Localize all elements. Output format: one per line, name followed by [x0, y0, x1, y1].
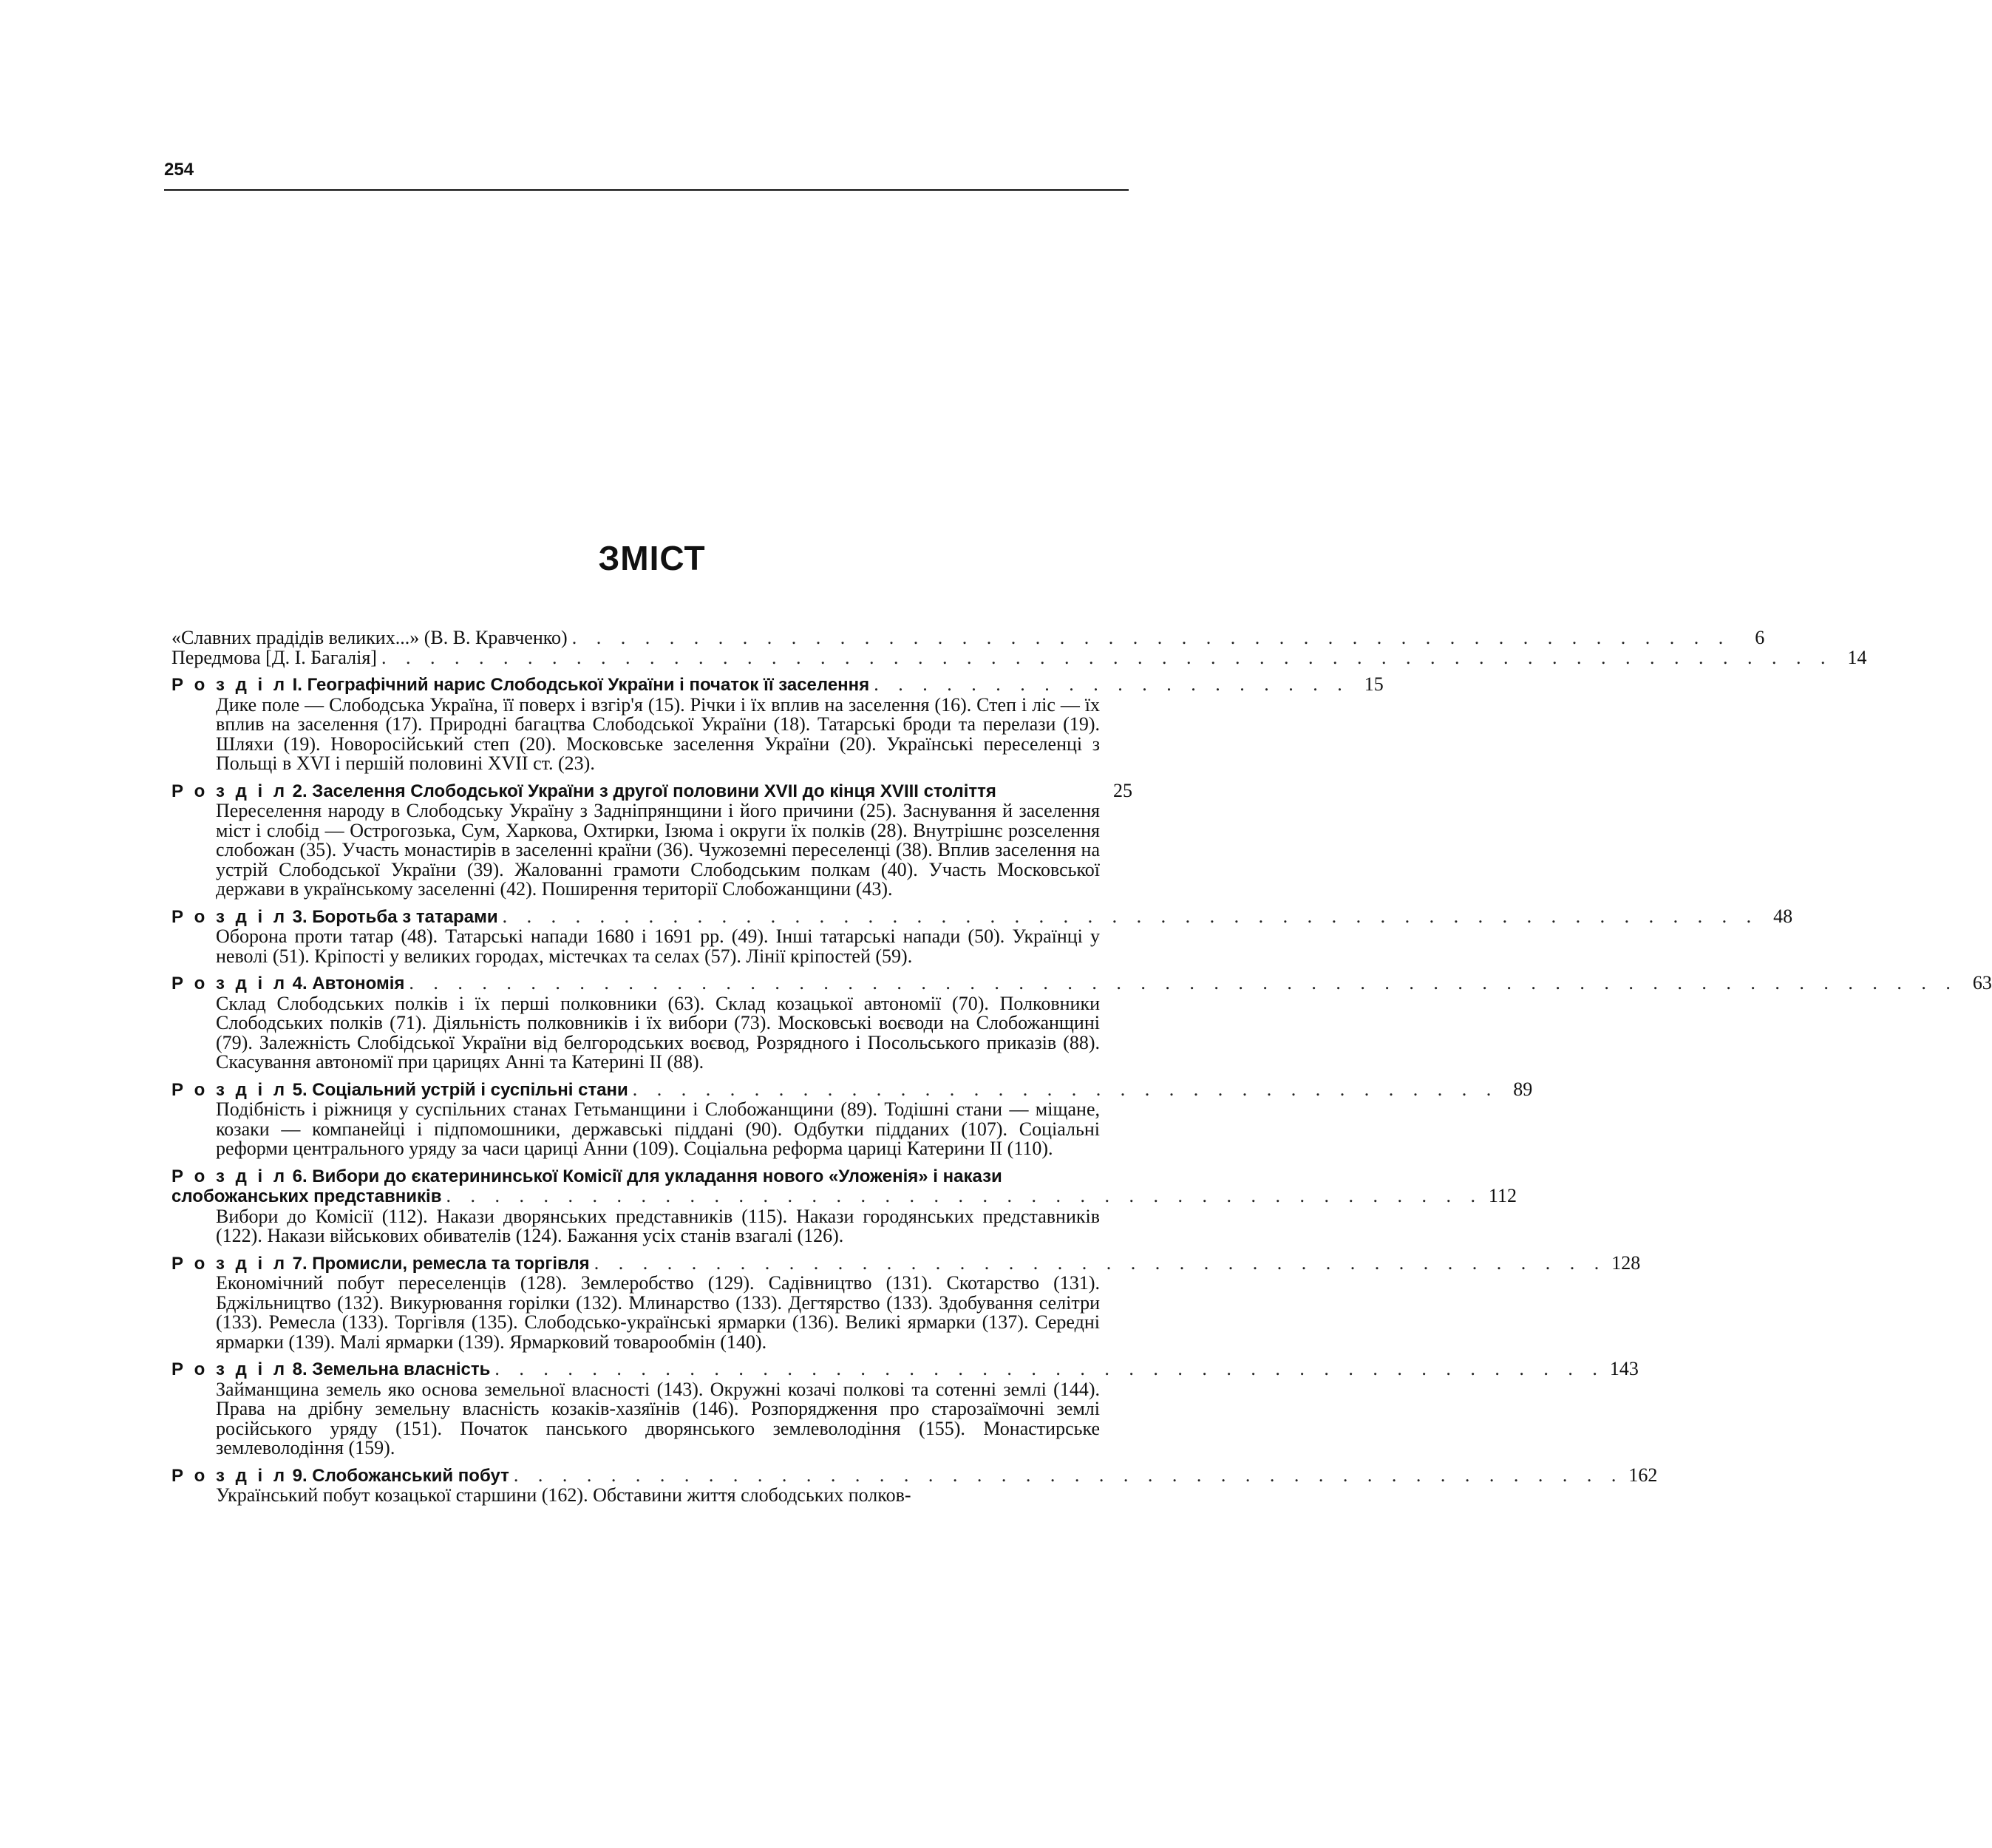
- chapter-title: 3. Боротьба з татарами: [292, 906, 498, 927]
- entry-title: «Славних прадідів великих...» (В. В. Кравченко): [171, 627, 568, 648]
- chapter-label: Р о з д і л: [171, 974, 288, 993]
- toc-intro-entry[interactable]: [171, 646, 1867, 668]
- chapter-title: 8. Земельна власність: [292, 1359, 491, 1379]
- entry-page-number: 162: [1628, 1464, 1658, 1486]
- chapter-subtopics: Економічний побут переселенців (128). Землеробство (129). Садівництво (131). Скотарство (131). Бджільництво (132). Викурювання горілки (132). Млинарство (133). Дегтярство (133). Здобування селітри (133). Ремесла (133). Торгівля (135). Слободсько-українські ярмарки (136). Великі ярмарки (137). Середні ярмарки (139). Малі ярмарки (139). Ярмарковий товарообмін (140).: [216, 1272, 1100, 1353]
- chapter-subtopics: Дике поле — Слободська Україна, її поверх і взгір'я (15). Річки і їх вплив на заселення (16). Степ і ліс — їх вплив на заселення (17). Природні багацтва Слободської України (18). Татарські броди та перелази (19). Шляхи (19). Новоросійський степ (20). Московське заселення України (20). Українські переселенці з Польщі в XVI і першій половині XVII ст. (23).: [216, 693, 1100, 774]
- chapter-title: 5. Соціальний устрій і суспільні стани: [292, 1079, 628, 1100]
- toc-chapter-6[interactable]: [171, 1166, 1517, 1246]
- toc-chapter-1[interactable]: [171, 673, 1384, 774]
- toc-chapter-3[interactable]: [171, 905, 1793, 967]
- entry-page-number: 14: [1847, 646, 1867, 668]
- leader-dots: . . . . . . . . . . . . . . . . . . . . . . . . . . . . . . . . . . . . . . . . . . . . . . . . . . . .: [502, 905, 1759, 927]
- entry-page-number: 89: [1513, 1078, 1533, 1100]
- chapter-title: 2. Заселення Слободської України з другої половини XVII до кінця XVIII століття: [292, 781, 996, 801]
- chapter-label: Р о з д і л: [171, 1465, 288, 1486]
- leader-dots: . . . . . . . . . . . . . . . . . . . . . . . . . . . . . . . . . . . . . . . . . . . . . . . . . . . . . . . . . . . .: [381, 646, 1833, 668]
- toc-chapter-2[interactable]: [171, 781, 1132, 900]
- leader-dots: . . . . . . . . . . . . . . . . . . . . . . . . . . . . . . . . . . . .: [632, 1078, 1499, 1100]
- leader-dots: . . . . . . . . . . . . . . . . . . . . . . . . . . . . . . . . . . . . . . . . . . .: [446, 1185, 1483, 1206]
- chapter-title-continued: слобожанських представників: [171, 1186, 442, 1206]
- chapter-label: Р о з д і л: [171, 906, 288, 927]
- chapter-label: Р о з д і л: [171, 1166, 288, 1186]
- toc-intro-entry[interactable]: [171, 627, 1765, 648]
- leader-dots: . . . . . . . . . . . . . . . . . . . . . . . . . . . . . . . . . . . . . . . . . .: [594, 1251, 1607, 1274]
- page-title: ЗМІСТ: [598, 539, 706, 577]
- entry-page-number: 48: [1773, 905, 1793, 927]
- toc-chapter-9[interactable]: [171, 1464, 1658, 1506]
- leader-dots: . . . . . . . . . . . . . . . . . . . . . . . . . . . . . . . . . . . . . . . . . . . . . .: [494, 1358, 1605, 1379]
- entry-page-number: 128: [1611, 1251, 1641, 1274]
- chapter-subtopics: Оборона проти татар (48). Татарські напади 1680 і 1691 рр. (49). Інші татарські напади (50). Українці у неволі (51). Кріпості у великих городах, містечках та селах (57). Лінії кріпостей (59).: [216, 925, 1100, 967]
- toc-chapter-8[interactable]: [171, 1358, 1639, 1458]
- chapter-label: Р о з д і л: [171, 1253, 288, 1274]
- chapter-label: Р о з д і л: [171, 675, 288, 695]
- chapter-subtopics: Займанщина земель яко основа земельної власності (143). Окружні козачі полкові та сотенні землі (144). Права на дрібну земельну власність козаків-хазяїнів (146). Розпорядження про старозаїмочні землі російського уряду (151). Початок панського дворянського землеволодіння (155). Монастирське землеволодіння (159).: [216, 1378, 1100, 1458]
- leader-dots: . . . . . . . . . . . . . . . . . . . . . . . . . . . . . . . . . . . . . . . . . . . . . . . .: [571, 627, 1731, 648]
- chapter-title: 7. Промисли, ремесла та торгівля: [292, 1253, 590, 1274]
- chapter-subtopics: Вибори до Комісії (112). Накази дворянських представників (115). Накази городянських представників (122). Накази військових обивателів (124). Бажання усіх станів взагалі (126).: [216, 1205, 1100, 1246]
- chapter-title: 6. Вибори до єкатерининської Комісії для укладання нового «Уложенія» і накази: [292, 1166, 1002, 1186]
- leader-dots: . . . . . . . . . . . . . . . . . . . . . . . . . . . . . . . . . . . . . . . . . . . . . .: [513, 1464, 1624, 1486]
- entry-page-number: 143: [1609, 1358, 1639, 1379]
- chapter-title: 9. Слобожанський побут: [292, 1465, 509, 1486]
- chapter-subtopics: Склад Слободських полків і їх перші полковники (63). Склад козацької автономії (70). Полковники Слободських полків (71). Діяльність полковників і їх вибори (73). Московські воєводи на Слобожанщині (79). Залежність Слобідської України від белгородських воєвод, Розрядного і Посольського приказів (88). Скасування автономії при царицях Анні та Катерині II (88).: [216, 992, 1100, 1073]
- toc-chapter-7[interactable]: [171, 1251, 1641, 1353]
- chapter-subtopics: Подібність і ріжниця у суспільних станах Гетьманщини і Слобожанщини (89). Тодішні стани — міщане, козаки — компанейці і підпомошники, державські піддані (90). Одбутки підданих (107). Соціальні реформи центрального уряду за часи цариці Анни (109). Соціальна реформа цариці Катерини II (110).: [216, 1098, 1100, 1159]
- chapter-subtopics: Український побут козацької старшини (162). Обставини життя слободських полков-: [216, 1484, 911, 1506]
- chapter-title: І. Географічний нарис Слободської України і початок її заселення: [292, 675, 870, 695]
- page-number: 254: [164, 160, 194, 180]
- chapter-subtopics: Переселення народу в Слободську Україну з Задніпрянщини і його причини (25). Заснування й заселення міст і слобід — Острогозька, Сум, Харкова, Охтирки, Ізюма і округи їх полків (28). Внутрішнє розселення слобожан (35). Участь монастирів в заселенні країни (36). Чужоземні переселенці (38). Вплив заселення на устрій Слободської України (39). Жалованні грамоти Слободським полкам (40). Участь Московської держави в українському заселенні (42). Поширення території Слобожанщини (43).: [216, 800, 1100, 900]
- entry-page-number: 6: [1755, 627, 1765, 648]
- toc-chapter-4[interactable]: [171, 972, 1992, 1073]
- page-header: [164, 157, 1129, 191]
- entry-page-number: 25: [1113, 779, 1132, 801]
- entry-page-number: 15: [1364, 673, 1384, 695]
- entry-page-number: 112: [1488, 1185, 1517, 1206]
- leader-dots: . . . . . . . . . . . . . . . . . . . . . . . . . . . . . . . . . . . . . . . . . . . . . . . . . . . . . . . . . . . . . . . .: [409, 972, 1958, 993]
- leader-dots: . . . . . . . . . . . . . . . . . . . .: [874, 673, 1350, 695]
- toc-chapter-5[interactable]: [171, 1078, 1533, 1159]
- entry-title: Передмова [Д. І. Багалія]: [171, 646, 377, 668]
- entry-page-number: 63: [1972, 972, 1992, 993]
- chapter-label: Р о з д і л: [171, 1079, 288, 1100]
- chapter-label: Р о з д і л: [171, 781, 288, 801]
- chapter-title: 4. Автономія: [292, 974, 405, 993]
- chapter-label: Р о з д і л: [171, 1359, 288, 1379]
- table-of-contents: [171, 627, 1992, 1506]
